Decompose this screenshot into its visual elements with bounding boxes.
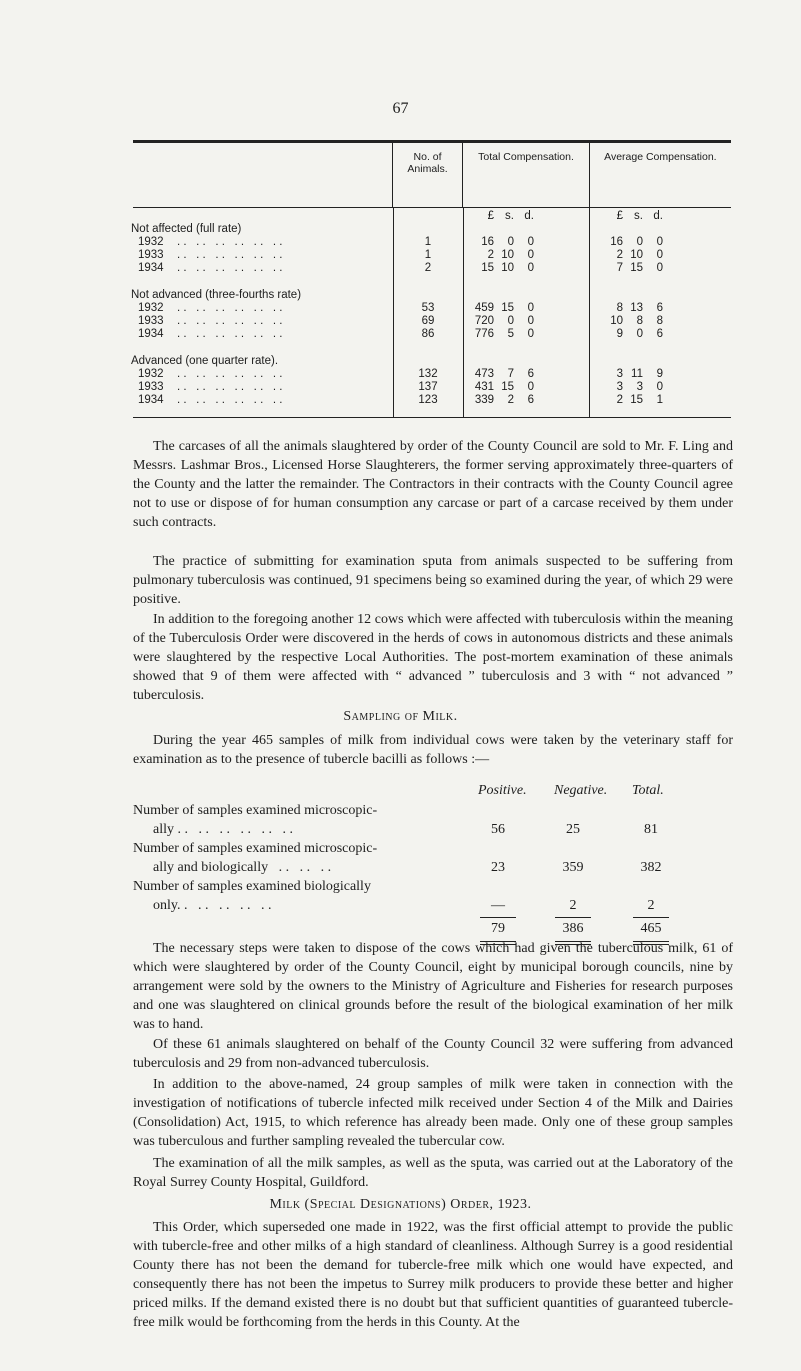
value-negative: 25: [566, 822, 580, 837]
row-animals: 1: [424, 236, 432, 248]
subtotal-rule: [633, 917, 669, 918]
row-average-pence: 6: [656, 302, 663, 314]
row-average-shillings: 15: [630, 394, 643, 406]
row-leader: . . . . . . . . . . . .: [177, 249, 283, 261]
table-body: [133, 208, 731, 418]
group-title-label: Not affected (full rate): [131, 223, 242, 235]
table-row: [133, 328, 731, 341]
row-average-pounds: 3: [616, 381, 623, 393]
row-average-pence: 9: [656, 368, 663, 380]
table-row: [133, 262, 731, 275]
row-average-pence: 0: [656, 262, 663, 274]
row-total-pence: 0: [527, 302, 534, 314]
row-total: [466, 315, 534, 328]
row-label-line1: Number of samples examined biologically: [133, 879, 371, 894]
row-total-pence: 0: [527, 328, 534, 340]
row-total-shillings: 0: [507, 315, 514, 327]
row-year: 1934: [138, 262, 164, 274]
row-total-shillings: 10: [501, 249, 514, 261]
row-leader: . . . . . . . . . . . .: [177, 236, 283, 248]
row-average-pence: 0: [656, 236, 663, 248]
row-average: [595, 381, 663, 394]
row-average-shillings: 13: [630, 302, 643, 314]
value-positive: 56: [491, 822, 505, 837]
row-average-pence: 0: [656, 381, 663, 393]
row-leader: . . . . . . . . . . . .: [177, 381, 283, 393]
row-total-pounds: 776: [474, 328, 494, 340]
total-negative: 386: [562, 921, 584, 936]
row-label-line2: ally and biologically . . . . . .: [153, 860, 332, 875]
row-animals: 137: [418, 381, 438, 393]
row-average: [595, 262, 663, 275]
currency-pounds: £: [487, 210, 494, 222]
row-leader: . . . . . . . . . . . .: [177, 302, 283, 314]
paragraph-order: This Order, which superseded one made in 1922, was the first official attempt to provide the public with tubercle-free and other milks of a high standard of cleanliness. Although Surrey is a good residential County there has not been the demand for tubercle-free milk which one would have expected, and consequently there has not been the impetus to Surrey milk producers to provide these better and higher priced milks. If the demand existed there is no doubt but that sufficient quantities of guaranteed tubercle-free milk would be forthcoming from the herds in this County. At the: [133, 1220, 733, 1330]
row-average-shillings: 3: [636, 381, 643, 393]
row-average: [595, 368, 663, 381]
row-total: [466, 249, 534, 262]
row-year: 1934: [138, 328, 164, 340]
currency-units: [466, 210, 534, 223]
row-year: 1934: [138, 394, 164, 406]
table-row: [133, 315, 731, 328]
table-header: [133, 143, 731, 208]
group-title-label: Not advanced (three-fourths rate): [131, 289, 302, 301]
row-animals: 1: [424, 249, 432, 261]
row-average: [595, 249, 663, 262]
currency-pounds: £: [616, 210, 623, 222]
row-total-pence: 0: [527, 236, 534, 248]
table-row: [133, 381, 731, 394]
row-animals: 53: [421, 302, 435, 314]
value-negative: 359: [562, 860, 584, 875]
value-total: 382: [640, 860, 662, 875]
row-average-pounds: 8: [616, 302, 623, 314]
row-average: [595, 236, 663, 249]
row-total-pence: 0: [527, 249, 534, 261]
paragraph-group-samples: In addition to the above-named, 24 group samples of milk were taken in connection with the investigation of notifications of tubercle infected milk received under Section 4 of the Milk and Dairies (Consolidation) Act, 1915, to which reference has already been made. Only one of these group samples was tuberculous and further sampling revealed the tubercular cow.: [133, 1077, 733, 1149]
total-positive: 79: [491, 921, 505, 936]
table-row: [133, 249, 731, 262]
row-animals: 2: [424, 262, 432, 274]
row-average: [595, 315, 663, 328]
row-total-shillings: 5: [507, 328, 514, 340]
row-average-pounds: 7: [616, 262, 623, 274]
row-total-pence: 0: [527, 315, 534, 327]
row-total-shillings: 10: [501, 262, 514, 274]
value-total: 2: [647, 898, 655, 913]
row-animals: 123: [418, 394, 438, 406]
paragraph-sampling: During the year 465 samples of milk from individual cows were taken by the veterinary staff for examination as to the presence of tubercle bacilli as follows :—: [133, 733, 733, 767]
row-label-line2: only. . . . . . . . . .: [153, 898, 272, 913]
row-year: 1932: [138, 368, 164, 380]
row-total-pounds: 339: [474, 394, 494, 406]
row-total-shillings: 15: [501, 381, 514, 393]
currency-units: [595, 210, 663, 223]
row-average: [595, 394, 663, 407]
row-average-pence: 6: [656, 328, 663, 340]
row-total-pence: 6: [527, 368, 534, 380]
row-total-pounds: 2: [487, 249, 494, 261]
row-average-pence: 8: [656, 315, 663, 327]
value-positive: 23: [491, 860, 505, 875]
row-animals: 86: [421, 328, 435, 340]
paragraph-carcases: The carcases of all the animals slaughtered by order of the County Council are sold to Mr. F. Ling and Messrs. Lashmar Bros., Licensed Horse Slaughterers, the former serving approximately three-quarters of the County and the latter the remainder. The Contractors in their contracts with the County Council agree not to use or dispose of for human consumption any carcase or part of a carcase received by them under such contracts.: [133, 439, 733, 530]
group-title-label: Advanced (one quarter rate).: [131, 355, 279, 367]
row-total: [466, 236, 534, 249]
row-total-pence: 0: [527, 381, 534, 393]
row-average-shillings: 11: [631, 368, 643, 380]
header-animals: No. of Animals.: [392, 143, 463, 207]
row-total-pounds: 473: [474, 368, 494, 380]
row-label-line1: Number of samples examined microscopic-: [133, 841, 378, 856]
row-total-pounds: 431: [474, 381, 494, 393]
row-label-line1: Number of samples examined microscopic-: [133, 803, 378, 818]
row-total: [466, 262, 534, 275]
row-total: [466, 381, 534, 394]
row-total-shillings: 0: [507, 236, 514, 248]
row-total-pounds: 15: [481, 262, 494, 274]
row-total: [466, 328, 534, 341]
row-average-pounds: 3: [616, 368, 623, 380]
currency-shillings: s.: [634, 210, 643, 222]
row-average-shillings: 0: [636, 236, 643, 248]
subtotal-rule: [555, 917, 591, 918]
currency-row: [133, 210, 731, 223]
value-negative: 2: [569, 898, 577, 913]
compensation-table: [133, 140, 731, 418]
row-total-shillings: 15: [501, 302, 514, 314]
currency-pence: d.: [524, 210, 534, 222]
table-row: [133, 236, 731, 249]
row-average-shillings: 15: [630, 262, 643, 274]
header-total: Total.: [632, 783, 664, 798]
group-title: [133, 355, 731, 368]
row-total: [466, 302, 534, 315]
row-year: 1932: [138, 302, 164, 314]
heading-sampling: Sampling of Milk.: [343, 709, 458, 724]
row-total-shillings: 7: [507, 368, 514, 380]
row-year: 1933: [138, 249, 164, 261]
page-number: 67: [392, 100, 409, 117]
row-leader: . . . . . . . . . . . .: [177, 315, 283, 327]
header-average: Average Compensation.: [589, 143, 731, 207]
row-average-pounds: 2: [616, 249, 623, 261]
row-leader: . . . . . . . . . . . .: [177, 262, 283, 274]
row-average-shillings: 10: [630, 249, 643, 261]
row-total: [466, 394, 534, 407]
row-average-pounds: 2: [616, 394, 623, 406]
row-average-shillings: 8: [636, 315, 643, 327]
total-total: 465: [640, 921, 662, 936]
value-positive: —: [491, 898, 505, 913]
row-average-pence: 0: [656, 249, 663, 261]
row-total-pounds: 720: [474, 315, 494, 327]
row-average-pounds: 16: [610, 236, 623, 248]
header-negative: Negative.: [554, 783, 608, 798]
table-row: [133, 302, 731, 315]
row-average-pounds: 9: [616, 328, 623, 340]
table-row: [133, 368, 731, 381]
paragraph-laboratory: The examination of all the milk samples, as well as the sputa, was carried out at the Laboratory of the Royal Surrey County Hospital, Guildford.: [133, 1156, 733, 1190]
row-total: [466, 368, 534, 381]
row-animals: 69: [421, 315, 435, 327]
paragraph-disposal: The necessary steps were taken to dispose of the cows which had given the tuberculous milk, 61 of which were slaughtered by order of the County Council, eight by municipal borough councils, nine by arrangement were sold by the owners to the Ministry of Agriculture and Fisheries for research purposes and one was slaughtered on clinical grounds before the result of the biological examination of her milk was to hand.: [133, 941, 733, 1032]
row-total-pence: 0: [527, 262, 534, 274]
group-title: [133, 289, 731, 302]
group-title: [133, 223, 731, 236]
paragraph-sputa: The practice of submitting for examination sputa from animals suspected to be suffering from pulmonary tuberculosis was continued, 91 specimens being so examined during the year, of which 29 were positive.: [133, 554, 733, 607]
paragraph-autonomous: In addition to the foregoing another 12 cows which were affected with tuberculosis within the meaning of the Tuberculosis Order were discovered in the herds of cows in autonomous districts and these animals were slaughtered by the respective Local Authorities. The post-mortem examination of these animals showed that 9 of them were affected with “ advanced ” tuberculosis and 3 with “ not advanced ” tuberculosis.: [133, 612, 733, 703]
row-year: 1933: [138, 381, 164, 393]
value-total: 81: [644, 822, 658, 837]
row-total-shillings: 2: [507, 394, 514, 406]
row-average: [595, 328, 663, 341]
row-leader: . . . . . . . . . . . .: [177, 394, 283, 406]
row-average-pounds: 10: [610, 315, 623, 327]
header-positive: Positive.: [478, 783, 527, 798]
row-leader: . . . . . . . . . . . .: [177, 368, 283, 380]
header-total: Total Compensation.: [462, 143, 588, 207]
row-average: [595, 302, 663, 315]
row-total-pounds: 459: [474, 302, 494, 314]
row-average-shillings: 0: [636, 328, 643, 340]
table-row: [133, 394, 731, 407]
row-leader: . . . . . . . . . . . .: [177, 328, 283, 340]
paragraph-slaughtered: Of these 61 animals slaughtered on behalf of the County Council 32 were suffering from advanced tuberculosis and 29 from non-advanced tuberculosis.: [133, 1037, 733, 1071]
row-average-pence: 1: [656, 394, 663, 406]
subtotal-rule: [480, 917, 516, 918]
sampling-table: [133, 783, 733, 936]
row-label-line2: ally . . . . . . . . . . . .: [153, 822, 293, 837]
row-animals: 132: [418, 368, 438, 380]
currency-pence: d.: [653, 210, 663, 222]
row-year: 1933: [138, 315, 164, 327]
row-total-pence: 6: [527, 394, 534, 406]
currency-shillings: s.: [505, 210, 514, 222]
row-total-pounds: 16: [481, 236, 494, 248]
heading-milk-order: Milk (Special Designations) Order, 1923.: [269, 1197, 532, 1212]
row-year: 1932: [138, 236, 164, 248]
